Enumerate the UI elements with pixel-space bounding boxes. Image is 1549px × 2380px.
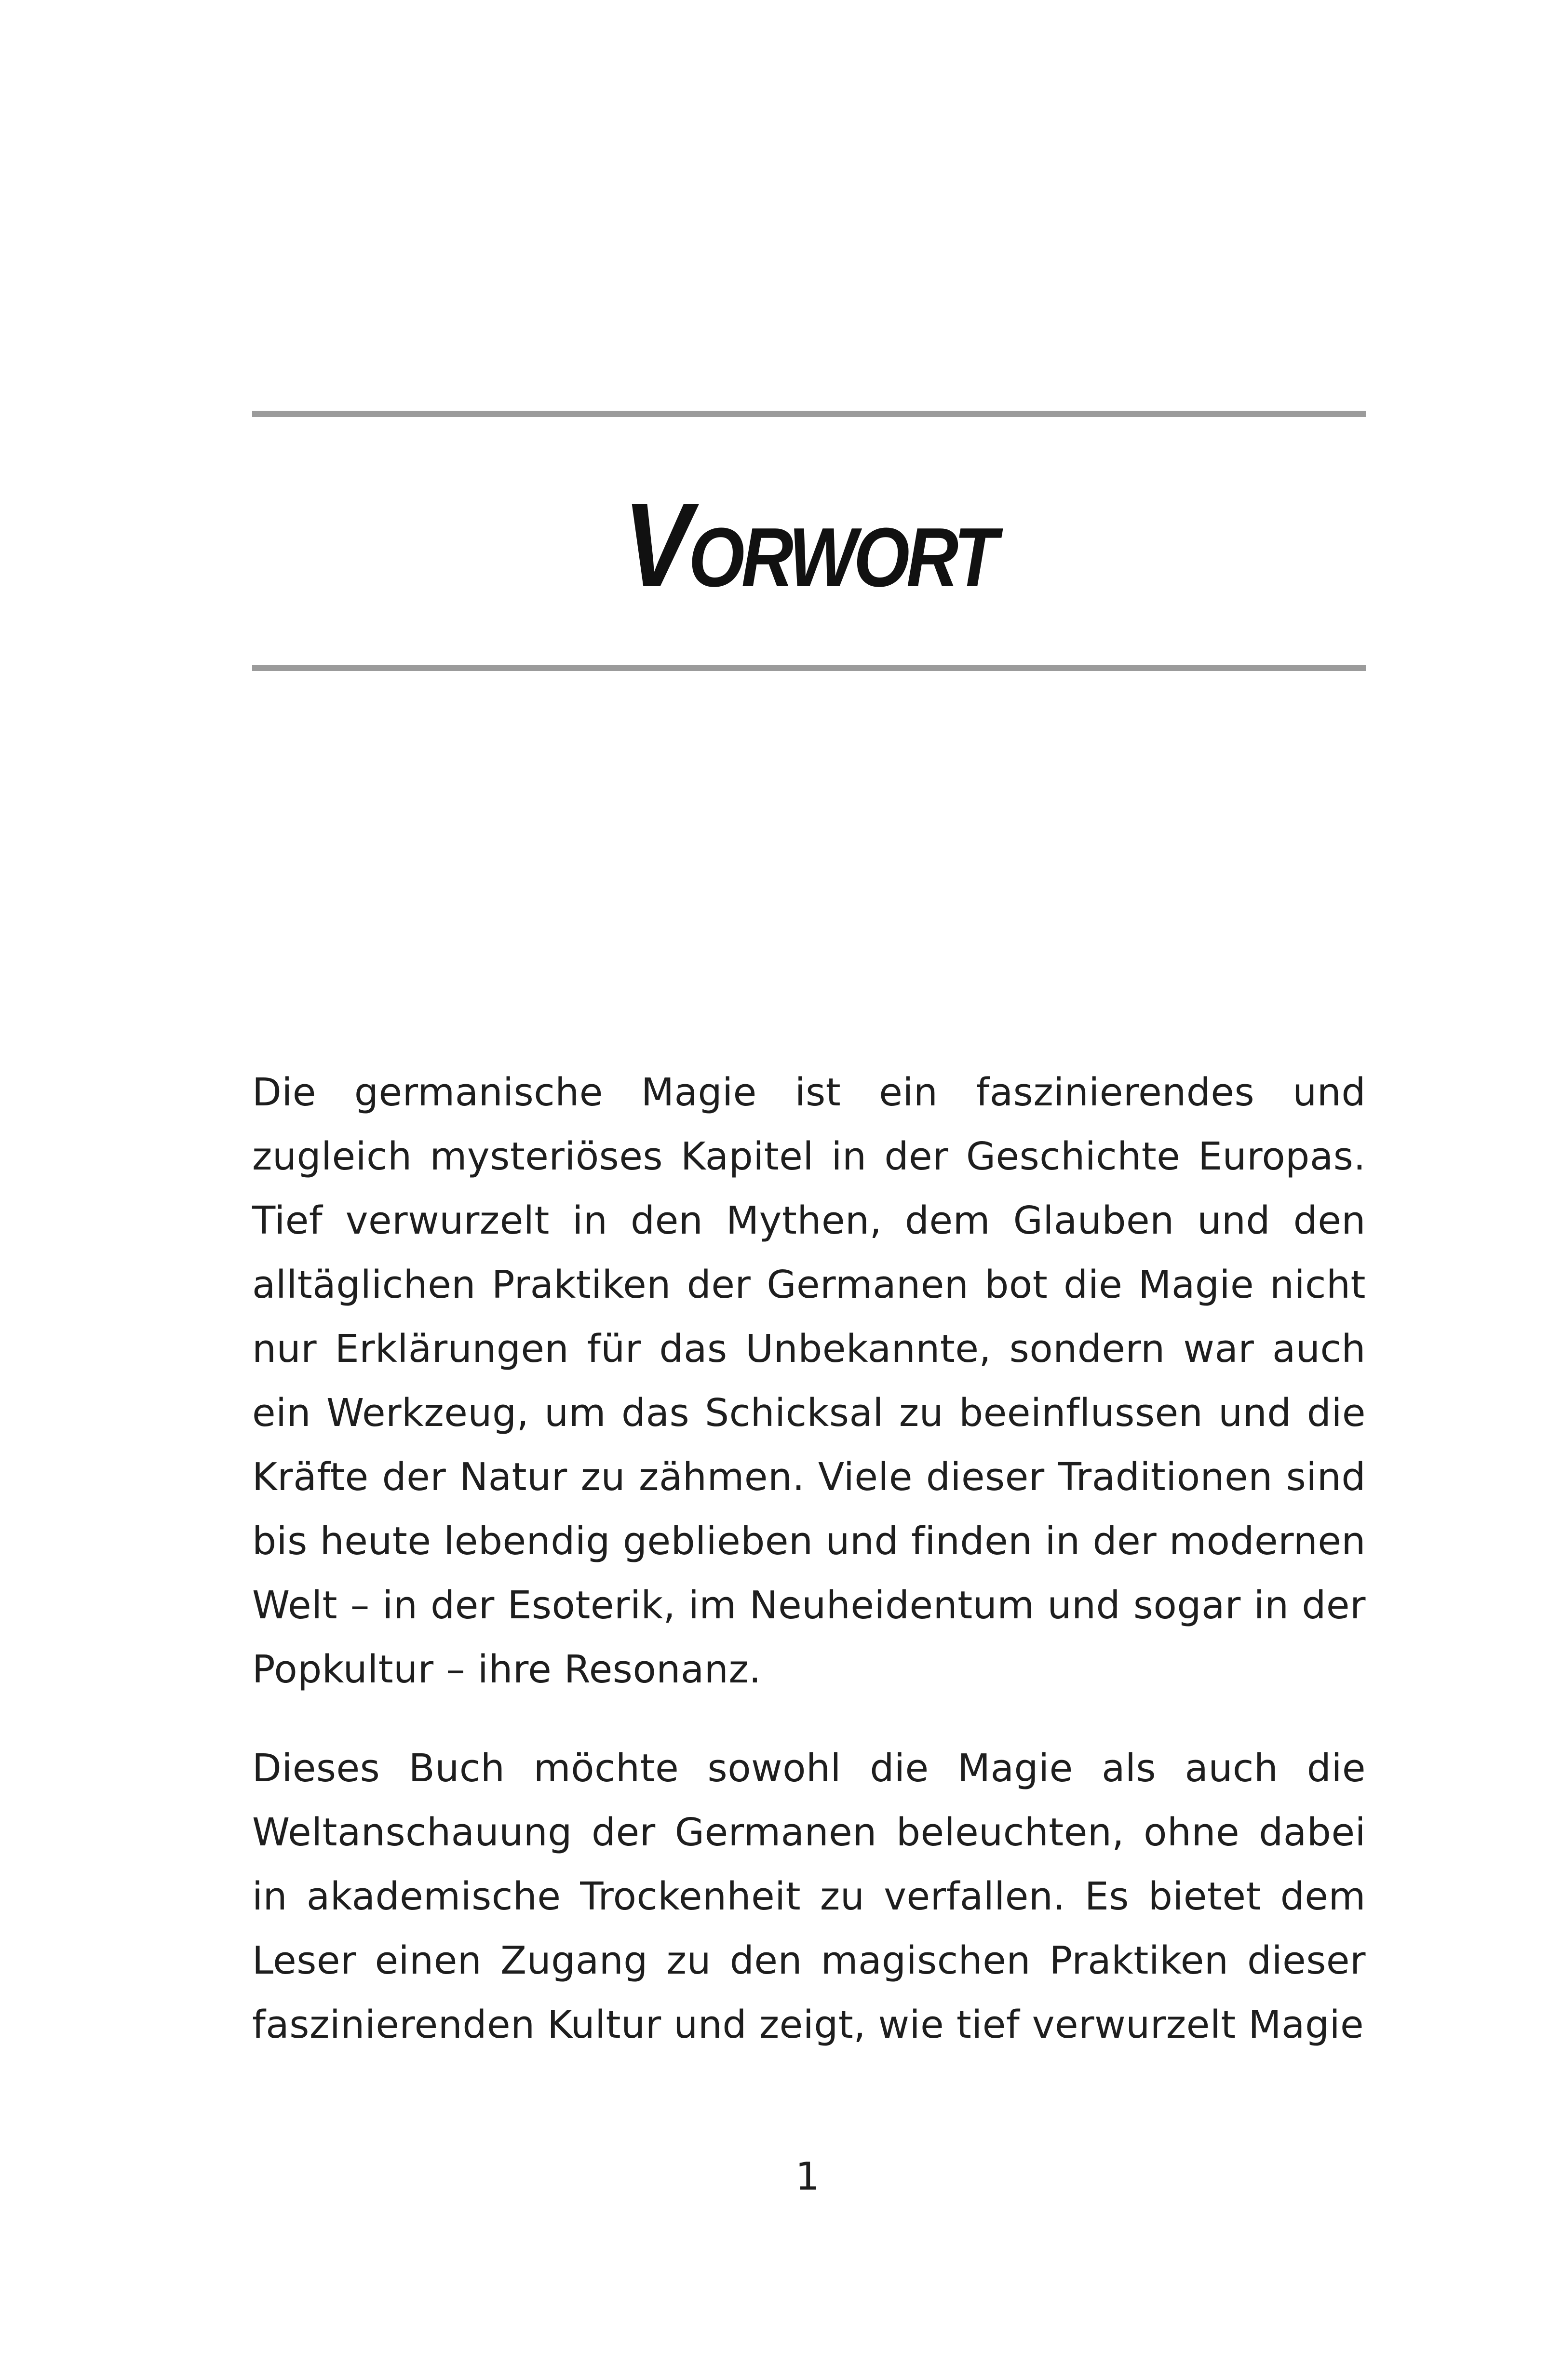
title-rule-bottom xyxy=(252,665,1366,671)
body-text xyxy=(252,1061,1366,2092)
paragraph-1: Die germanische Magie ist ein faszinierendes und zugleich mysteriöses Kapitel in der Geschichte Europas. Tief verwurzelt in den Mythen, dem Glauben und den alltäglichen Praktiken der Germanen bot die Magie nicht nur Erklärungen für das Unbekannte, sondern war auch ein Werkzeug, um das Schicksal zu beeinflussen und die Kräfte der Natur zu zähmen. Viele dieser Traditionen sind bis heute lebendig geblieben und finden in der modernen Welt – in der Esoterik, im Neuheidentum und sogar in der Popkultur – ihre Resonanz. xyxy=(252,1070,1366,1692)
paragraph-2: Dieses Buch möchte sowohl die Magie als auch die Weltanschauung der Germanen beleuchten, ohne dabei in akademische Trockenheit zu verfallen. Es bietet dem Leser einen Zugang zu den magischen Praktiken dieser faszinierenden Kultur und zeigt, wie tief verwurzelt Magie xyxy=(252,1746,1366,2047)
title-rule-top xyxy=(252,411,1366,417)
page-number: 1 xyxy=(795,2154,820,2199)
chapter-title: Vorwort xyxy=(623,478,995,612)
